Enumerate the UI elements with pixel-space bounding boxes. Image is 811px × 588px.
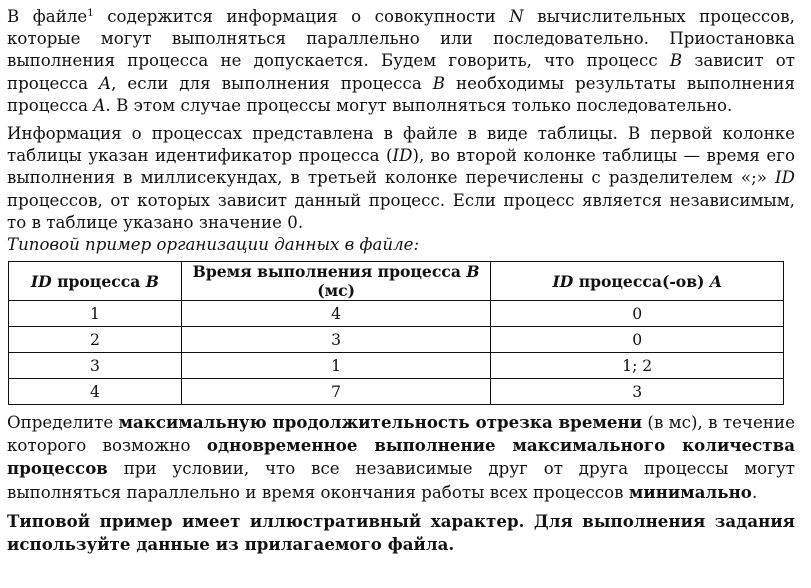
intro-paragraph: В файле$^1$ содержится информация о совокупности N вычислительных процессов, которые могут выполняться параллельно или последовательно. Приостановка выполнения процесса не допускается. Будем говорить, что процесс B зависит от процесса A, если для выполнения процесса B необходимы результаты выполнения процесса A. В этом случае процессы могут выполняться только последовательно.: [7, 7, 795, 115]
example-caption: Типовой пример организации данных в файле:: [7, 235, 420, 255]
table-cell: 3: [9, 353, 182, 379]
table-cell: 1: [9, 301, 182, 327]
table-cell: 0: [491, 301, 784, 327]
table-row: [9, 301, 784, 327]
table-header-row: [9, 262, 784, 301]
table-cell: 0: [491, 327, 784, 353]
header-execution-time: Время выполнения процесса B (мс): [181, 262, 491, 301]
table-cell: 2: [9, 327, 182, 353]
table-cell: 4: [181, 301, 491, 327]
table-row: [9, 353, 784, 379]
process-table: [8, 261, 784, 405]
table-row: [9, 327, 784, 353]
table-cell: 3: [181, 327, 491, 353]
table-cell: 4: [9, 379, 182, 405]
header-process-a-ids: ID процесса(-ов) A: [491, 262, 784, 301]
table-cell: 3: [491, 379, 784, 405]
table-cell: 7: [181, 379, 491, 405]
table-cell: 1; 2: [491, 353, 784, 379]
task-question-paragraph: Определите максимальную продолжительность отрезка времени (в мс), в течение которого возможно одновременное выполнение максимального количества процессов при условии, что все независимые друг от друга процессы могут выполняться параллельно и время окончания работы всех процессов минимально.: [7, 412, 796, 502]
table-row: [9, 379, 784, 405]
note-paragraph: Типовой пример имеет иллюстративный характер. Для выполнения задания используйте данные из прилагаемого файла.: [7, 510, 795, 555]
header-process-b-id: ID процесса B: [9, 262, 182, 301]
data-format-paragraph: Информация о процессах представлена в файле в виде таблицы. В первой колонке таблицы указан идентификатор процесса (ID), во второй колонке таблицы — время его выполнения в миллисекундах, в третьей колонке перечислены с разделителем «;» ID процессов, от которых зависит данный процесс. Если процесс является независимым, то в таблице указано значение 0.: [7, 124, 795, 232]
table-cell: 1: [181, 353, 491, 379]
footnote-marker: 1: [87, 8, 94, 19]
